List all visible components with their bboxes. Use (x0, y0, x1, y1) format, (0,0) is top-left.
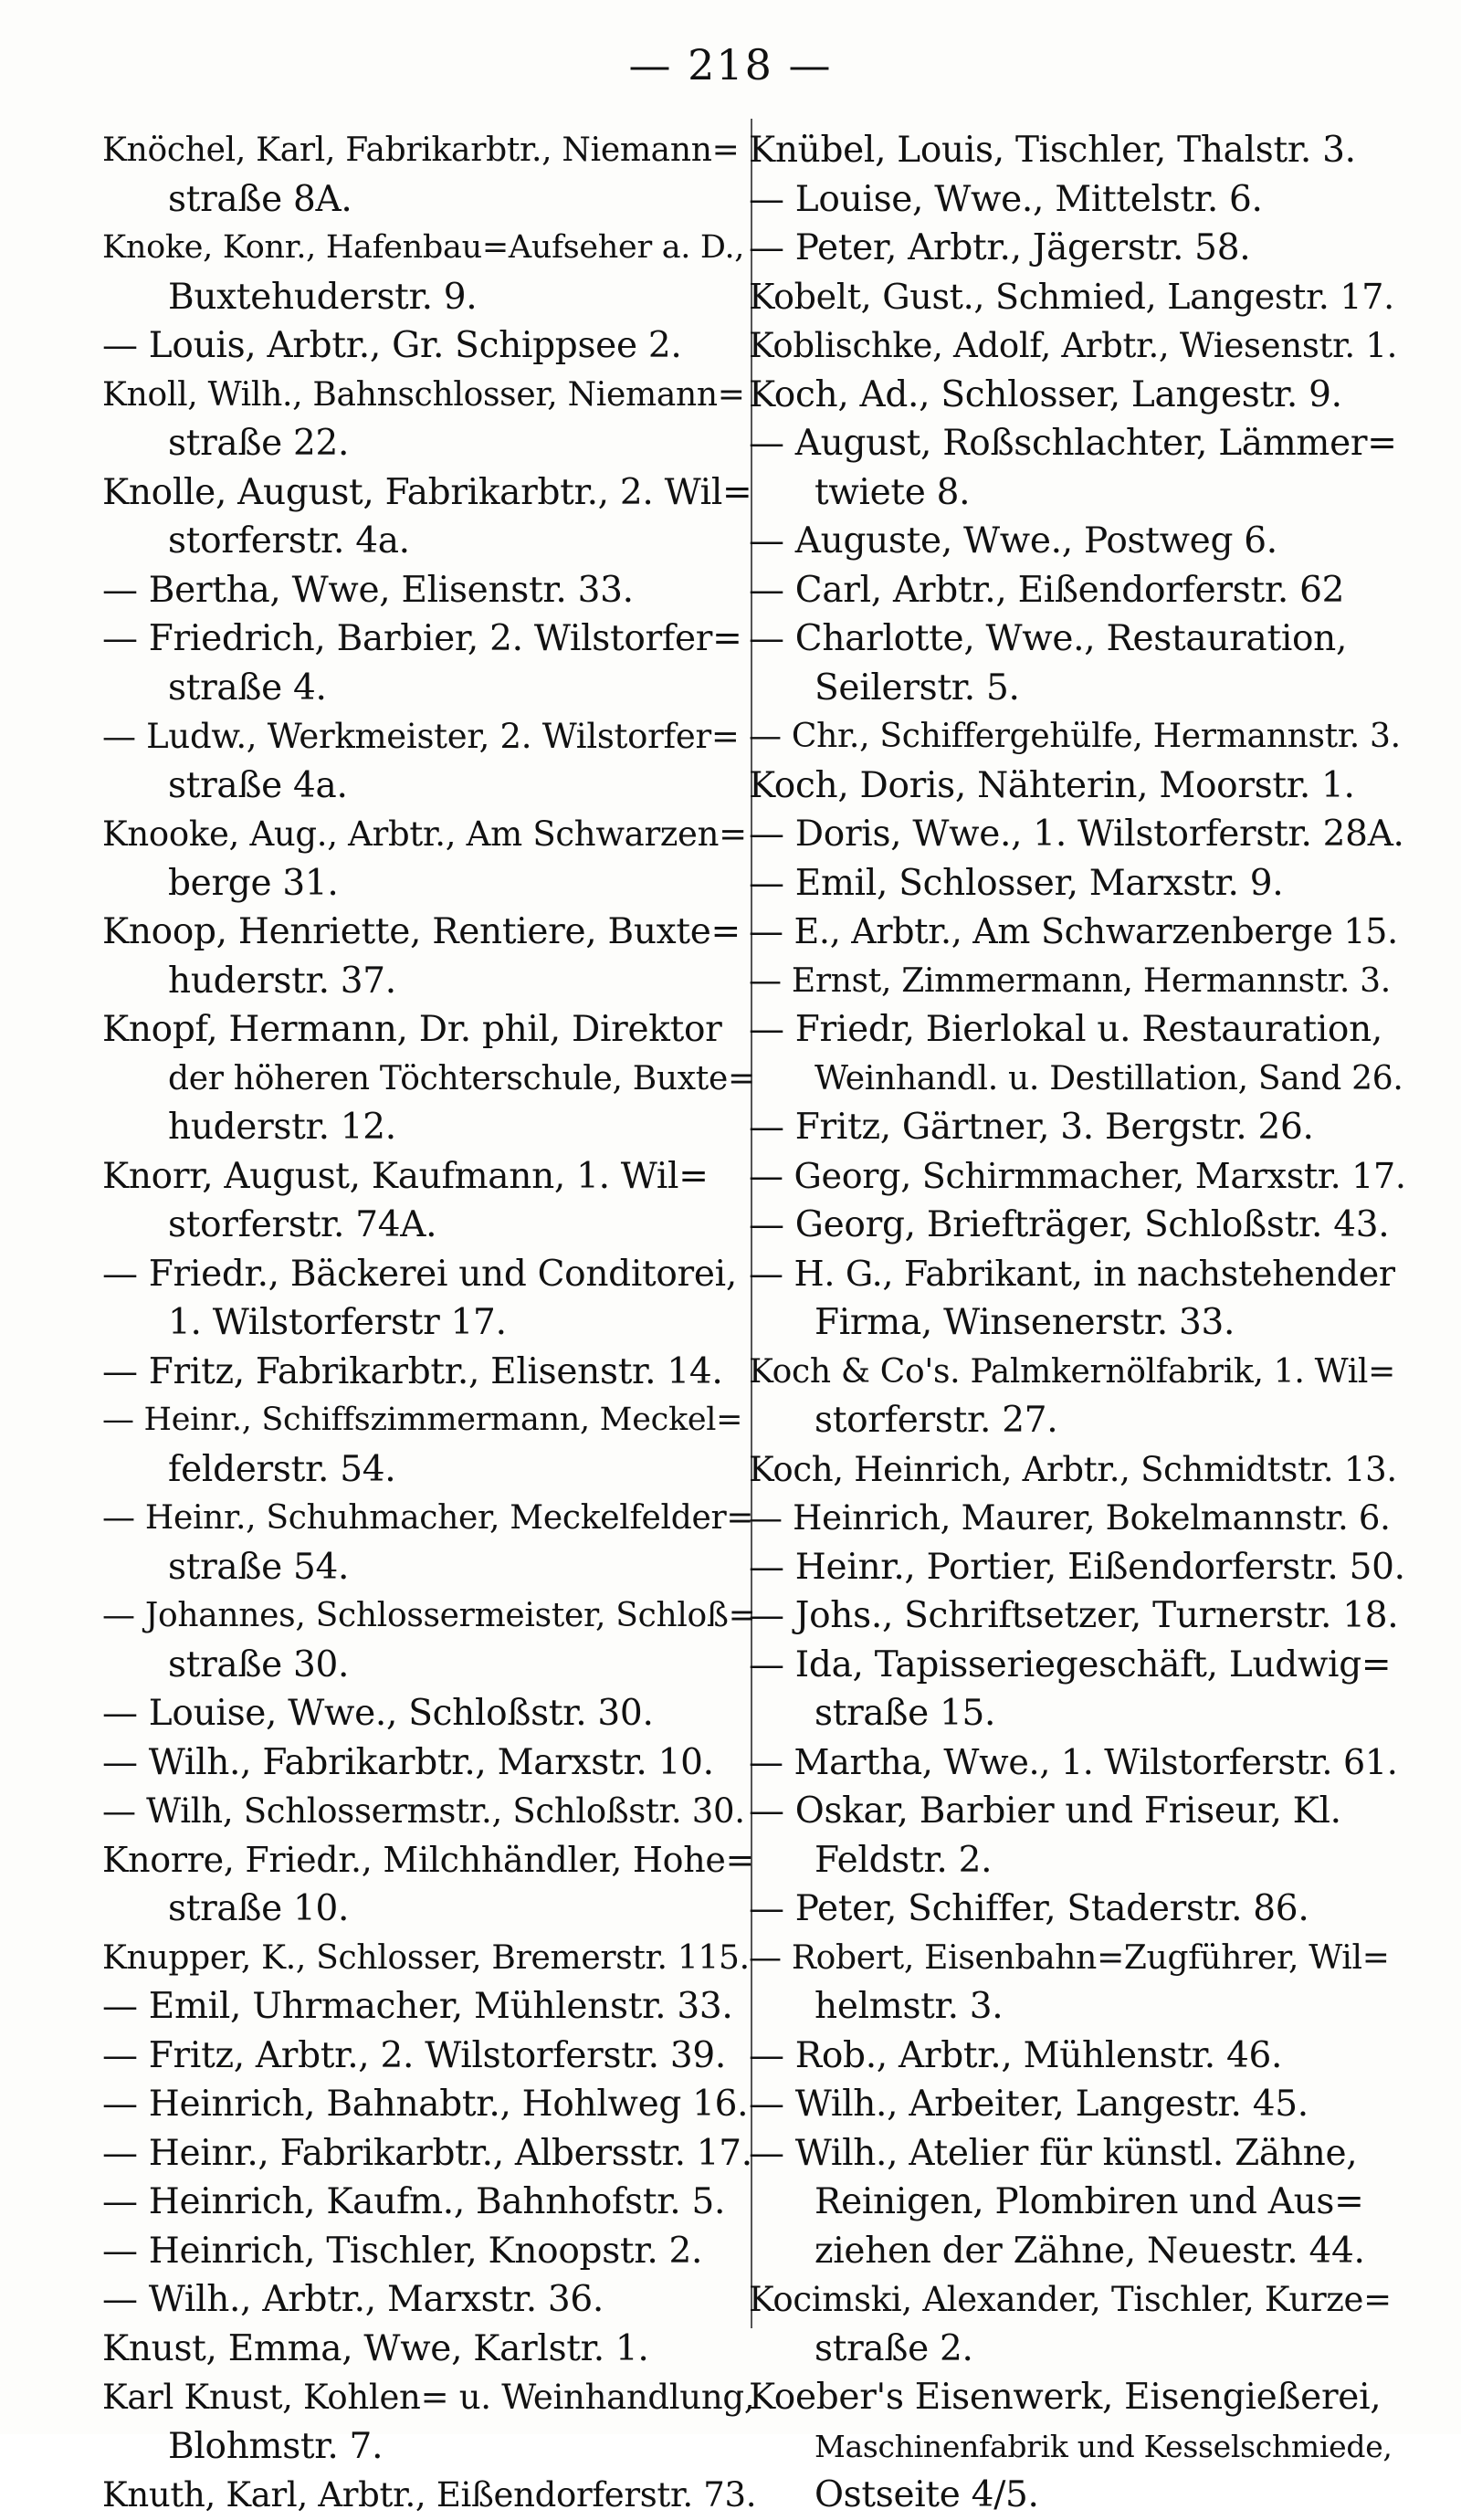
directory-line: der höheren Töchterschule, Buxte= (168, 1059, 755, 1097)
directory-line: Knolle, August, Fabrikarbtr., 2. Wil= (102, 471, 752, 513)
directory-line: — Wilh, Schlossermstr., Schloßstr. 30. (102, 1791, 745, 1831)
directory-line: Ostseite 4/5. (815, 2474, 1039, 2515)
directory-line: — Auguste, Wwe., Postweg 6. (749, 520, 1277, 562)
directory-line: — Fritz, Arbtr., 2. Wilstorferstr. 39. (102, 2034, 726, 2076)
directory-line: — Ludw., Werkmeister, 2. Wilstorfer= (102, 717, 740, 756)
directory-line: Koch, Heinrich, Arbtr., Schmidtstr. 13. (749, 1449, 1397, 1489)
directory-line: Knust, Emma, Wwe, Karlstr. 1. (102, 2327, 649, 2369)
directory-line: felderstr. 54. (168, 1448, 396, 1490)
directory-line: straße 54. (168, 1546, 350, 1588)
directory-line: — Chr., Schiffergehülfe, Hermannstr. 3. (749, 718, 1401, 755)
directory-line: — Bertha, Wwe, Elisenstr. 33. (102, 569, 634, 611)
directory-line: — Wilh., Arbeiter, Langestr. 45. (749, 2084, 1309, 2125)
directory-line: — Emil, Uhrmacher, Mühlenstr. 33. (102, 1986, 733, 2027)
directory-line: — Fritz, Gärtner, 3. Bergstr. 26. (749, 1107, 1314, 1148)
directory-line: — Louise, Wwe., Schloßstr. 30. (102, 1693, 654, 1734)
directory-line: Seilerstr. 5. (815, 667, 1020, 709)
directory-line: — Charlotte, Wwe., Restauration, (749, 618, 1348, 659)
directory-line: storferstr. 4a. (168, 520, 410, 562)
directory-line: — Carl, Arbtr., Eißendorferstr. 62 (749, 569, 1345, 611)
directory-line: Karl Knust, Kohlen= u. Weinhandlung, (102, 2378, 755, 2417)
directory-line: straße 8A. (168, 178, 352, 220)
directory-line: ziehen der Zähne, Neuestr. 44. (815, 2230, 1365, 2272)
directory-line: Knupper, K., Schlosser, Bremerstr. 115. (102, 1938, 750, 1977)
directory-line: Knoke, Konr., Hafenbau=Aufseher a. D., (102, 229, 745, 266)
directory-line: — Wilh., Arbtr., Marxstr. 36. (102, 2279, 604, 2320)
directory-line: — Johs., Schriftsetzer, Turnerstr. 18. (749, 1595, 1399, 1636)
directory-line: straße 2. (815, 2327, 973, 2369)
directory-line: — Friedrich, Barbier, 2. Wilstorfer= (102, 618, 742, 659)
directory-line: Buxtehuderstr. 9. (168, 276, 478, 318)
directory-line: — Heinrich, Bahnabtr., Hohlweg 16. (102, 2084, 749, 2125)
directory-line: — Robert, Eisenbahn=Zugführer, Wil= (749, 1938, 1390, 1977)
directory-line: — Friedr., Bäckerei und Conditorei, (102, 1253, 737, 1295)
directory-line: Koblischke, Adolf, Arbtr., Wiesenstr. 1. (749, 326, 1398, 365)
directory-line: — Georg, Briefträger, Schloßstr. 43. (749, 1204, 1390, 1245)
directory-line: — Ernst, Zimmermann, Hermannstr. 3. (749, 961, 1391, 1000)
directory-line: — Heinr., Portier, Eißendorferstr. 50. (749, 1546, 1405, 1588)
directory-line: Koch & Co's. Palmkernölfabrik, 1. Wil= (749, 1352, 1395, 1391)
directory-line: Weinhandl. u. Destillation, Sand 26. (815, 1059, 1403, 1097)
page-number: — 218 — (628, 40, 833, 89)
directory-line: — Martha, Wwe., 1. Wilstorferstr. 61. (749, 1741, 1398, 1782)
directory-line: Feldstr. 2. (815, 1839, 993, 1881)
directory-line: — Heinr., Fabrikarbtr., Albersstr. 17. (102, 2132, 752, 2174)
directory-line: — Heinr., Schuhmacher, Meckelfelder= (102, 1499, 754, 1537)
directory-line: straße 4a. (168, 764, 348, 806)
directory-line: — Heinrich, Kaufm., Bahnhofstr. 5. (102, 2181, 726, 2222)
directory-line: helmstr. 3. (815, 1986, 1004, 2027)
directory-line: straße 10. (168, 1888, 350, 1929)
directory-line: 1. Wilstorferstr 17. (168, 1302, 507, 1343)
directory-line: Knuth, Karl, Arbtr., Eißendorferstr. 73. (102, 2475, 757, 2515)
directory-line: Koch, Ad., Schlosser, Langestr. 9. (749, 373, 1342, 415)
directory-line: Firma, Winsenerstr. 33. (815, 1302, 1235, 1343)
directory-line: — Oskar, Barbier und Friseur, Kl. (749, 1790, 1341, 1832)
directory-line: Knooke, Aug., Arbtr., Am Schwarzen= (102, 814, 747, 854)
directory-line: storferstr. 74A. (168, 1204, 437, 1245)
directory-line: huderstr. 37. (168, 960, 396, 1002)
directory-line: — Ida, Tapisseriegeschäft, Ludwig= (749, 1643, 1392, 1685)
directory-line: Knoll, Wilh., Bahnschlosser, Niemann= (102, 375, 745, 414)
left-column (102, 126, 756, 2520)
directory-line: — Emil, Schlosser, Marxstr. 9. (749, 862, 1284, 904)
directory-line: Knöchel, Karl, Fabrikarbtr., Niemann= (102, 131, 740, 169)
directory-line: Knorr, August, Kaufmann, 1. Wil= (102, 1155, 709, 1197)
directory-line: Koeber's Eisenwerk, Eisengießerei, (749, 2377, 1382, 2418)
directory-line: — Rob., Arbtr., Mühlenstr. 46. (749, 2034, 1283, 2076)
directory-line: Koch, Doris, Nähterin, Moorstr. 1. (749, 764, 1355, 806)
directory-line: — Friedr, Bierlokal u. Restauration, (749, 1009, 1382, 1050)
directory-line: — Heinrich, Tischler, Knoopstr. 2. (102, 2230, 703, 2272)
directory-line: Blohmstr. 7. (168, 2425, 384, 2467)
directory-line: — E., Arbtr., Am Schwarzenberge 15. (749, 911, 1398, 951)
right-column (749, 126, 1406, 2520)
directory-line: — Fritz, Fabrikarbtr., Elisenstr. 14. (102, 1350, 723, 1392)
directory-line: straße 4. (168, 667, 327, 709)
directory-line: Knoop, Henriette, Rentiere, Buxte= (102, 911, 741, 952)
directory-line: straße 15. (815, 1693, 996, 1734)
directory-line: — Johannes, Schlossermeister, Schloß= (102, 1597, 756, 1634)
directory-line: Knübel, Louis, Tischler, Thalstr. 3. (749, 130, 1356, 171)
directory-line: — Heinr., Schiffszimmermann, Meckel= (102, 1402, 743, 1438)
directory-line: Knopf, Hermann, Dr. phil, Direktor (102, 1009, 722, 1050)
directory-line: — H. G., Fabrikant, in nachstehender (749, 1253, 1395, 1294)
directory-line: berge 31. (168, 862, 339, 904)
directory-line: — Wilh., Fabrikarbtr., Marxstr. 10. (102, 1741, 714, 1783)
directory-line: straße 22. (168, 423, 350, 464)
directory-line: — Wilh., Atelier für künstl. Zähne, (749, 2132, 1358, 2174)
directory-line: Maschinenfabrik und Kesselschmiede, (815, 2428, 1393, 2464)
directory-line: — Heinrich, Maurer, Bokelmannstr. 6. (749, 1498, 1391, 1538)
directory-line: Kocimski, Alexander, Tischler, Kurze= (749, 2280, 1392, 2319)
directory-line: straße 30. (168, 1643, 350, 1685)
directory-line: — Louis, Arbtr., Gr. Schippsee 2. (102, 325, 682, 366)
directory-line: Knorre, Friedr., Milchhändler, Hohe= (102, 1839, 755, 1880)
directory-line: — Georg, Schirmmacher, Marxstr. 17. (749, 1155, 1406, 1196)
directory-line: Kobelt, Gust., Schmied, Langestr. 17. (749, 276, 1394, 317)
directory-line: — Louise, Wwe., Mittelstr. 6. (749, 178, 1263, 220)
directory-line: storferstr. 27. (815, 1400, 1058, 1441)
directory-line: huderstr. 12. (168, 1107, 396, 1148)
directory-line: — Peter, Schiffer, Staderstr. 86. (749, 1888, 1309, 1929)
directory-line: — Peter, Arbtr., Jägerstr. 58. (749, 227, 1251, 268)
directory-line: — August, Roßschlachter, Lämmer= (749, 423, 1397, 464)
directory-line: twiete 8. (815, 471, 971, 513)
directory-line: — Doris, Wwe., 1. Wilstorferstr. 28A. (749, 814, 1404, 855)
directory-line: Reinigen, Plombiren und Aus= (815, 2181, 1364, 2222)
